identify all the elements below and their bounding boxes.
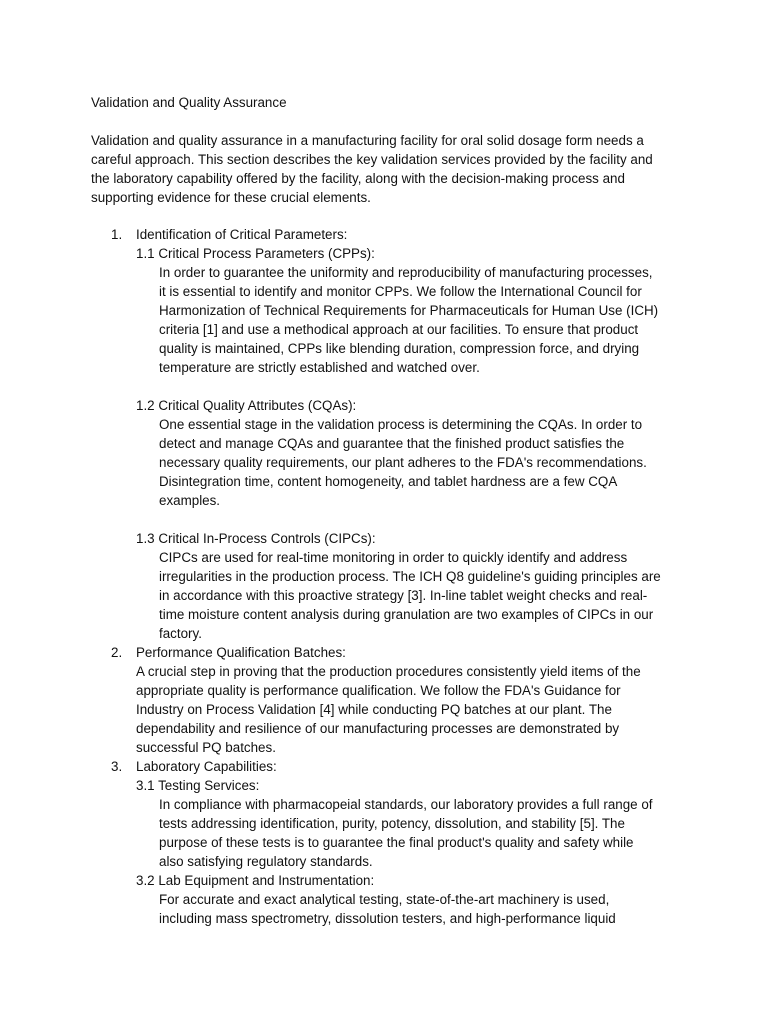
list-number: 1. bbox=[111, 227, 123, 242]
subsection-heading: 3.1 Testing Services: bbox=[136, 778, 260, 793]
section-body bbox=[0, 662, 676, 757]
body-line: Disintegration time, content homogeneity, and tablet hardness are a few CQA bbox=[159, 474, 618, 489]
body-line: examples. bbox=[159, 493, 221, 508]
body-line: necessary quality requirements, our plant adheres to the FDA's recommendations. bbox=[159, 455, 647, 470]
body-line: including mass spectrometry, dissolution testers, and high-performance liquid bbox=[159, 911, 616, 926]
body-line: factory. bbox=[159, 626, 202, 641]
body-line: detect and manage CQAs and guarantee that the finished product satisfies the bbox=[159, 436, 625, 451]
body-line: quality is maintained, CPPs like blending duration, compression force, and drying bbox=[159, 341, 640, 356]
body-line: One essential stage in the validation process is determining the CQAs. In order to bbox=[159, 417, 643, 432]
section-heading: Performance Qualification Batches: bbox=[136, 645, 346, 660]
body-line: In order to guarantee the uniformity and reproducibility of manufacturing processes, bbox=[159, 265, 653, 280]
body-line: CIPCs are used for real-time monitoring in order to quickly identify and address bbox=[159, 550, 628, 565]
body-line: time moisture content analysis during granulation are two examples of CIPCs in our bbox=[159, 607, 654, 622]
subsection-body bbox=[0, 548, 679, 643]
document-title: Validation and Quality Assurance bbox=[91, 95, 287, 110]
body-line: For accurate and exact analytical testing, state-of-the-art machinery is used, bbox=[159, 892, 610, 907]
list-number: 3. bbox=[111, 759, 123, 774]
list-item-2 bbox=[0, 643, 768, 662]
body-line: temperature are strictly established and watched over. bbox=[159, 360, 480, 375]
body-line: A crucial step in proving that the production procedures consistently yield items of the bbox=[136, 664, 641, 679]
intro-line: Validation and quality assurance in a manufacturing facility for oral solid dosage form needs a bbox=[91, 133, 644, 148]
intro-line: supporting evidence for these crucial elements. bbox=[91, 190, 371, 205]
intro-line: careful approach. This section describes the key validation services provided by the facility and bbox=[91, 152, 653, 167]
body-line: dependability and resilience of our manufacturing processes are demonstrated by bbox=[136, 721, 620, 736]
body-line: Harmonization of Technical Requirements for Pharmaceuticals for Human Use (ICH) bbox=[159, 303, 659, 318]
section-heading: Identification of Critical Parameters: bbox=[136, 227, 348, 242]
list-number: 2. bbox=[111, 645, 123, 660]
subsection-heading: 3.2 Lab Equipment and Instrumentation: bbox=[136, 873, 375, 888]
body-line: also satisfying regulatory standards. bbox=[159, 854, 373, 869]
subsection-body bbox=[0, 263, 679, 377]
subsection-body bbox=[0, 890, 679, 928]
spacer bbox=[0, 510, 768, 529]
body-line: criteria [1] and use a methodical approach at our facilities. To ensure that product bbox=[159, 322, 639, 337]
body-line: it is essential to identify and monitor CPPs. We follow the International Council for bbox=[159, 284, 642, 299]
body-line: tests addressing identification, purity, potency, dissolution, and stability [5]. The bbox=[159, 816, 625, 831]
subsection-body bbox=[0, 415, 679, 510]
list-item-3 bbox=[0, 757, 768, 776]
body-line: irregularities in the production process. The ICH Q8 guideline's guiding principles are bbox=[159, 569, 661, 584]
body-line: successful PQ batches. bbox=[136, 740, 276, 755]
body-line: in accordance with this proactive strategy [3]. In-line tablet weight checks and real- bbox=[159, 588, 648, 603]
body-line: appropriate quality is performance qualification. We follow the FDA's Guidance for bbox=[136, 683, 621, 698]
body-line: purpose of these tests is to guarantee the final product's quality and safety while bbox=[159, 835, 634, 850]
intro-line: the laboratory capability offered by the facility, along with the decision-making process and bbox=[91, 171, 625, 186]
subsection-heading: 1.1 Critical Process Parameters (CPPs): bbox=[136, 246, 375, 261]
section-heading: Laboratory Capabilities: bbox=[136, 759, 277, 774]
spacer bbox=[0, 377, 768, 396]
subsection-heading: 1.3 Critical In-Process Controls (CIPCs): bbox=[136, 531, 376, 546]
subsection-body bbox=[0, 795, 679, 871]
body-line: Industry on Process Validation [4] while conducting PQ batches at our plant. The bbox=[136, 702, 612, 717]
intro-paragraph bbox=[91, 131, 691, 207]
body-line: In compliance with pharmacopeial standards, our laboratory provides a full range of bbox=[159, 797, 653, 812]
subsection-heading: 1.2 Critical Quality Attributes (CQAs): bbox=[136, 398, 357, 413]
numbered-list bbox=[0, 225, 768, 928]
list-item-1 bbox=[0, 225, 768, 244]
